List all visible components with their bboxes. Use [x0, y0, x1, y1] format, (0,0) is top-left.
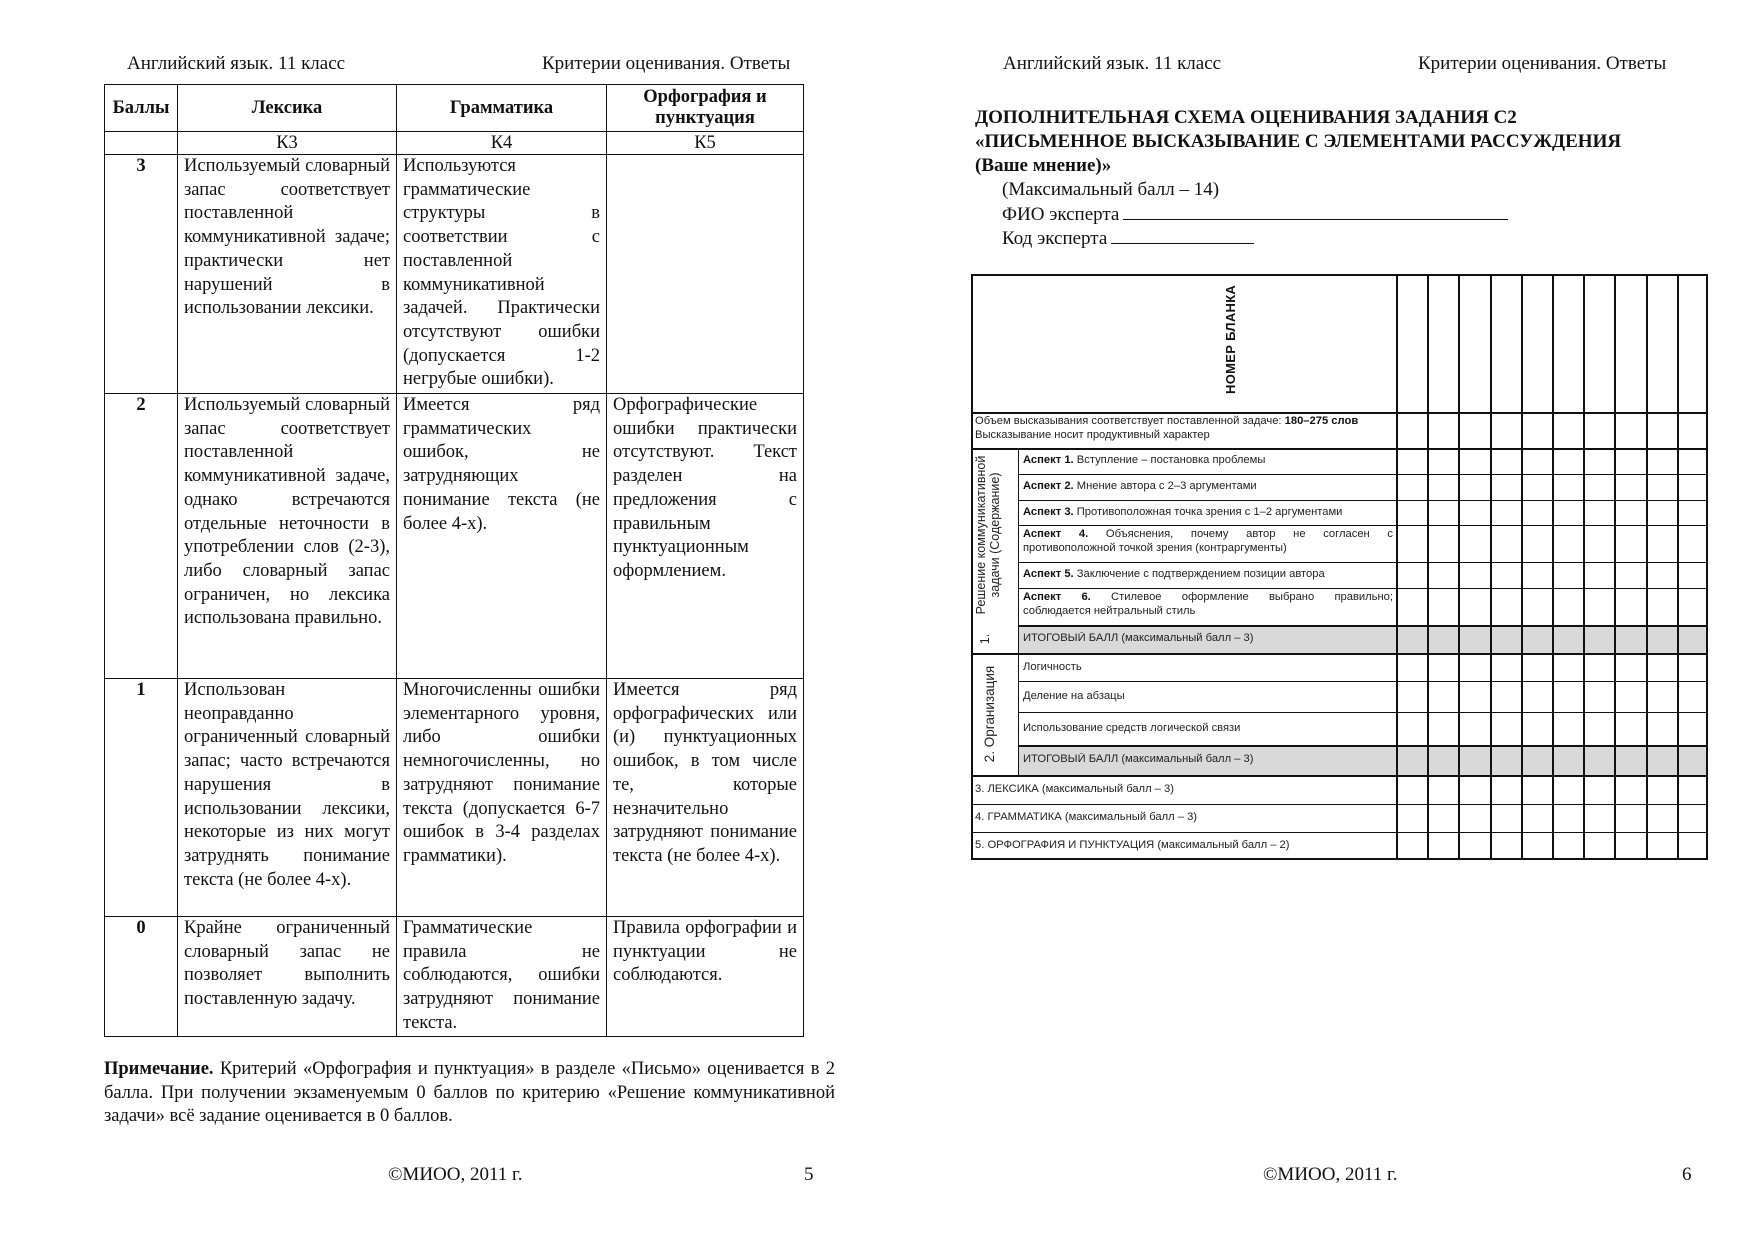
score-cell[interactable]	[1490, 681, 1521, 712]
score-cell[interactable]	[1396, 562, 1427, 588]
aspect-label: Аспект 6.	[1023, 591, 1091, 603]
score-cell[interactable]	[1490, 500, 1521, 525]
aspect-text: Мнение автора с 2–3 аргументами	[1073, 480, 1257, 492]
score-cell[interactable]	[1427, 804, 1458, 832]
criteria-code-row	[105, 132, 804, 155]
note-text: Критерий «Орфография и пунктуация» в разделе «Письмо» оценивается в 2 балла. При получении экзаменуемым 0 баллов по критерию «Решение коммуникативной задачи» всё задание оценивается в 0 баллов.	[104, 1059, 835, 1126]
criteria-table	[104, 84, 804, 1037]
score-cell[interactable]	[1552, 474, 1583, 500]
score-cell[interactable]	[1521, 500, 1552, 525]
blank-number-cell[interactable]	[1552, 274, 1583, 412]
organization-item: Деление на абзацы	[1023, 690, 1125, 702]
score-cell[interactable]	[1677, 681, 1708, 712]
score-cell[interactable]	[1458, 474, 1489, 500]
score-cell[interactable]	[1521, 625, 1552, 653]
blank-number-cell[interactable]	[1396, 274, 1427, 412]
column-header-grammar: Грамматика	[397, 85, 607, 132]
code-cell: К4	[397, 132, 607, 155]
score-cell[interactable]	[1552, 588, 1583, 625]
score-cell[interactable]	[1490, 562, 1521, 588]
spelling-cell: Правила орфографии и пунктуации не соблюдаются.	[607, 917, 804, 1037]
total-score-row-content: ИТОГОВЫЙ БАЛЛ (максимальный балл – 3)	[1023, 632, 1254, 644]
score-cell[interactable]	[1677, 653, 1708, 681]
grammar-cell: Используются грамматические структуры в соответствии с поставленной коммуникативной задачей. Практически отсутствуют ошибки (допускается 1-2 негрубые ошибки).	[397, 155, 607, 394]
score-cell[interactable]	[1552, 775, 1583, 804]
score-cell[interactable]	[1646, 412, 1677, 448]
page-header-section: Критерии оценивания. Ответы	[542, 53, 791, 74]
page-header-subject: Английский язык. 11 класс	[127, 53, 346, 74]
score-cell[interactable]	[1490, 625, 1521, 653]
page-header-subject: Английский язык. 11 класс	[1003, 53, 1222, 74]
score-cell[interactable]	[1552, 562, 1583, 588]
section2-label: 2. Организация	[982, 665, 997, 763]
aspect-row	[1023, 528, 1393, 555]
score-cell[interactable]	[1396, 448, 1427, 474]
organization-item: Логичность	[1023, 661, 1082, 673]
score-cell[interactable]	[1552, 525, 1583, 562]
score-cell[interactable]	[1490, 745, 1521, 775]
organization-item: Использование средств логической связи	[1023, 722, 1241, 734]
score-cell[interactable]	[1646, 500, 1677, 525]
score-cell[interactable]	[1427, 832, 1458, 860]
score-cell[interactable]	[1427, 653, 1458, 681]
aspect-row	[1023, 480, 1393, 494]
expert-code-row	[1002, 227, 1254, 250]
score-cell[interactable]	[1552, 832, 1583, 860]
score-cell[interactable]	[1396, 474, 1427, 500]
spelling-cell: Орфографические ошибки практически отсутствуют. Текст разделен на предложения с правильным пунктуационным оформлением.	[607, 394, 804, 679]
score-cell[interactable]	[1646, 562, 1677, 588]
score-cell[interactable]	[1458, 562, 1489, 588]
section1-label-line1: Решение коммуникативной	[974, 455, 988, 615]
scheme-title-line1: ДОПОЛНИТЕЛЬНАЯ СХЕМА ОЦЕНИВАНИЯ ЗАДАНИЯ С2	[975, 107, 1517, 128]
score-cell[interactable]	[1552, 745, 1583, 775]
score-cell[interactable]	[1521, 653, 1552, 681]
score-cell[interactable]	[1396, 745, 1427, 775]
score-cell[interactable]	[1583, 525, 1614, 562]
score-cell[interactable]	[1646, 681, 1677, 712]
score-cell[interactable]	[1552, 653, 1583, 681]
aspect-text-continued: противоположной точкой зрения (контраргументы)	[1023, 541, 1287, 554]
aspect-text-continued: соблюдается нейтральный стиль	[1023, 604, 1196, 617]
table-row	[105, 679, 804, 917]
score-cell[interactable]	[1458, 500, 1489, 525]
score-cell[interactable]	[1614, 804, 1645, 832]
score-cell[interactable]	[1552, 500, 1583, 525]
expert-name-row	[1002, 203, 1508, 226]
score-cell[interactable]	[1458, 832, 1489, 860]
score-cell[interactable]	[1677, 588, 1708, 625]
score-cell[interactable]	[1614, 448, 1645, 474]
score-cell[interactable]	[1552, 712, 1583, 745]
score-cell[interactable]	[1458, 745, 1489, 775]
blank-number-cell[interactable]	[1646, 274, 1677, 412]
score-cell[interactable]	[1646, 474, 1677, 500]
table-row	[105, 394, 804, 679]
lexis-cell: Используемый словарный запас соответствует поставленной коммуникативной задаче; практически нет нарушений в использовании лексики.	[178, 155, 397, 394]
score-cell[interactable]	[1677, 448, 1708, 474]
score-cell[interactable]	[1458, 804, 1489, 832]
score-cell[interactable]	[1458, 588, 1489, 625]
score-cell[interactable]	[1646, 625, 1677, 653]
score-cell[interactable]	[1490, 474, 1521, 500]
note-paragraph	[104, 1058, 835, 1129]
score-cell[interactable]	[1646, 804, 1677, 832]
blank-number-cell[interactable]	[1490, 274, 1521, 412]
score-cell[interactable]	[1458, 412, 1489, 448]
page-header-section: Критерии оценивания. Ответы	[1418, 53, 1667, 74]
score-cell[interactable]	[1396, 653, 1427, 681]
spelling-cell: Имеется ряд орфографических или (и) пунктуационных ошибок, в том числе те, которые незначительно затрудняют понимание текста (не более 4-х).	[607, 679, 804, 917]
score-cell[interactable]	[1677, 804, 1708, 832]
score-cell[interactable]	[1427, 448, 1458, 474]
score-cell[interactable]	[1614, 775, 1645, 804]
score-cell[interactable]	[1614, 588, 1645, 625]
volume-text: Объем высказывания соответствует поставленной задаче:	[975, 415, 1285, 427]
section1-label	[974, 450, 1002, 620]
score-cell[interactable]	[1646, 588, 1677, 625]
code-cell	[105, 132, 178, 155]
score-cell[interactable]	[1614, 653, 1645, 681]
expert-name-label: ФИО эксперта	[1002, 204, 1120, 225]
score-cell[interactable]	[1458, 525, 1489, 562]
score-cell[interactable]	[1677, 562, 1708, 588]
aspect-text: Противоположная точка зрения с 1–2 аргументами	[1073, 506, 1343, 518]
score-cell[interactable]	[1490, 448, 1521, 474]
expert-code-field[interactable]	[1111, 227, 1254, 244]
score-cell[interactable]	[1396, 500, 1427, 525]
score-cell[interactable]	[1427, 474, 1458, 500]
score-cell[interactable]	[1583, 775, 1614, 804]
footer-copyright: ©МИОО, 2011 г.	[1263, 1164, 1398, 1185]
productive-text: Высказывание носит продуктивный характер	[975, 428, 1210, 441]
page-number: 5	[804, 1164, 814, 1185]
aspect-label: Аспект 4.	[1023, 528, 1089, 540]
score-cell[interactable]	[1521, 681, 1552, 712]
score-cell[interactable]	[1396, 625, 1427, 653]
footer-copyright: ©МИОО, 2011 г.	[388, 1164, 523, 1185]
score-cell[interactable]	[1614, 500, 1645, 525]
score-cell[interactable]	[1521, 562, 1552, 588]
blank-number-text: НОМЕР БЛАНКА	[1223, 284, 1238, 394]
section1-number: 1.	[978, 633, 992, 645]
score-cell[interactable]	[1521, 745, 1552, 775]
grammar-cell: Многочисленны ошибки элементарного уровня, либо ошибки немногочисленны, но затрудняют понимание текста (допускается 6-7 ошибок в 3-4 разделах грамматики).	[397, 679, 607, 917]
score-cell[interactable]	[1552, 448, 1583, 474]
score-cell[interactable]	[1677, 474, 1708, 500]
aspect-row	[1023, 454, 1393, 468]
score-cell: 0	[105, 917, 178, 1037]
score-cell[interactable]	[1677, 712, 1708, 745]
score-cell[interactable]	[1614, 474, 1645, 500]
score-cell[interactable]	[1677, 832, 1708, 860]
aspect-text: Объяснения, почему автор не согласен с	[1088, 528, 1393, 540]
score-cell[interactable]	[1583, 804, 1614, 832]
aspect-text: Вступление – постановка проблемы	[1073, 454, 1266, 466]
score-cell[interactable]	[1646, 448, 1677, 474]
section1-label-line2: задачи (Содержание)	[988, 472, 1002, 598]
score-cell[interactable]	[1646, 745, 1677, 775]
column-header-spelling: Орфография и пунктуация	[607, 85, 804, 132]
score-cell[interactable]	[1583, 745, 1614, 775]
score-cell[interactable]	[1490, 653, 1521, 681]
volume-word-count: 180–275 слов	[1284, 415, 1359, 427]
blank-number-cell[interactable]	[1427, 274, 1458, 412]
code-cell: К3	[178, 132, 397, 155]
score-cell[interactable]	[1427, 525, 1458, 562]
score-cell[interactable]	[1458, 712, 1489, 745]
aspect-label: Аспект 3.	[1023, 506, 1074, 518]
score-cell[interactable]	[1583, 712, 1614, 745]
score-cell[interactable]	[1458, 775, 1489, 804]
score-cell[interactable]	[1396, 412, 1427, 448]
score-cell[interactable]	[1521, 832, 1552, 860]
score-cell[interactable]	[1458, 653, 1489, 681]
score-cell[interactable]	[1396, 832, 1427, 860]
scheme-title-line3: (Ваше мнение)»	[975, 155, 1112, 176]
code-cell: К5	[607, 132, 804, 155]
score-cell[interactable]	[1677, 775, 1708, 804]
score-cell[interactable]	[1521, 775, 1552, 804]
table-row	[105, 155, 804, 394]
score-cell[interactable]	[1583, 681, 1614, 712]
score-cell[interactable]	[1583, 474, 1614, 500]
max-score-text: (Максимальный балл – 14)	[1002, 179, 1220, 200]
score-cell[interactable]	[1427, 745, 1458, 775]
score-cell[interactable]	[1427, 500, 1458, 525]
score-cell[interactable]	[1583, 653, 1614, 681]
blank-number-cell[interactable]	[1614, 274, 1645, 412]
score-cell[interactable]	[1458, 625, 1489, 653]
score-cell[interactable]	[1427, 588, 1458, 625]
score-cell[interactable]	[1427, 412, 1458, 448]
score-cell[interactable]	[1677, 500, 1708, 525]
score-cell[interactable]	[1521, 525, 1552, 562]
score-cell[interactable]	[1521, 412, 1552, 448]
column-header-score: Баллы	[105, 85, 178, 132]
score-cell[interactable]	[1677, 625, 1708, 653]
score-cell[interactable]	[1583, 448, 1614, 474]
score-cell[interactable]	[1552, 412, 1583, 448]
score-cell[interactable]	[1614, 681, 1645, 712]
blank-number-cell[interactable]	[1521, 274, 1552, 412]
note-label: Примечание.	[104, 1059, 214, 1079]
lexis-cell: Использован неоправданно ограниченный словарный запас; часто встречаются нарушения в использовании лексики, некоторые из них могут затруднять понимание текста (не более 4-х).	[178, 679, 397, 917]
score-cell[interactable]	[1396, 588, 1427, 625]
score-cell: 3	[105, 155, 178, 394]
score-cell[interactable]	[1646, 525, 1677, 562]
lexis-cell: Крайне ограниченный словарный запас не позволяет выполнить поставленную задачу.	[178, 917, 397, 1037]
aspect-row	[1023, 591, 1393, 618]
score-cell[interactable]	[1521, 588, 1552, 625]
aspect-text: Стилевое оформление выбрано правильно;	[1090, 591, 1393, 603]
score-cell[interactable]	[1490, 775, 1521, 804]
grammar-cell: Имеется ряд грамматических ошибок, не затрудняющих понимание текста (не более 4-х).	[397, 394, 607, 679]
score-cell[interactable]	[1614, 712, 1645, 745]
score-cell[interactable]	[1490, 525, 1521, 562]
score-cell[interactable]	[1677, 745, 1708, 775]
score-cell[interactable]	[1614, 525, 1645, 562]
score-cell[interactable]	[1458, 681, 1489, 712]
scoring-grid	[971, 274, 1708, 860]
aspect-label: Аспект 2.	[1023, 480, 1074, 492]
total-score-row-organization: ИТОГОВЫЙ БАЛЛ (максимальный балл – 3)	[1023, 753, 1254, 765]
aspect-label: Аспект 1.	[1023, 454, 1074, 466]
score-cell[interactable]	[1583, 588, 1614, 625]
aspect-text: Заключение с подтверждением позиции автора	[1073, 568, 1325, 580]
score-cell[interactable]	[1521, 712, 1552, 745]
blank-number-cell[interactable]	[1677, 274, 1708, 412]
score-cell[interactable]	[1614, 745, 1645, 775]
grammar-cell: Грамматические правила не соблюдаются, ошибки затрудняют понимание текста.	[397, 917, 607, 1037]
aspect-row	[1023, 506, 1393, 520]
grammar-row: 4. ГРАММАТИКА (максимальный балл – 3)	[975, 811, 1198, 823]
score-cell[interactable]	[1552, 625, 1583, 653]
scheme-title-line2: «ПИСЬМЕННОЕ ВЫСКАЗЫВАНИЕ С ЭЛЕМЕНТАМИ РАССУЖДЕНИЯ	[975, 131, 1622, 152]
expert-code-label: Код эксперта	[1002, 228, 1108, 249]
score-cell[interactable]	[1614, 625, 1645, 653]
score-cell[interactable]	[1583, 625, 1614, 653]
aspect-row	[1023, 568, 1393, 582]
column-header-lexis: Лексика	[178, 85, 397, 132]
score-cell: 1	[105, 679, 178, 917]
score-cell[interactable]	[1614, 832, 1645, 860]
score-cell[interactable]	[1552, 804, 1583, 832]
criteria-header-row	[105, 85, 804, 132]
score-cell[interactable]	[1427, 625, 1458, 653]
blank-number-label	[1223, 285, 1238, 394]
expert-name-field[interactable]	[1123, 203, 1508, 220]
score-cell[interactable]	[1583, 500, 1614, 525]
score-cell[interactable]	[1396, 681, 1427, 712]
score-cell[interactable]	[1521, 448, 1552, 474]
score-cell[interactable]	[1490, 712, 1521, 745]
score-cell[interactable]	[1614, 412, 1645, 448]
score-cell[interactable]	[1396, 525, 1427, 562]
score-cell[interactable]	[1396, 775, 1427, 804]
lexis-row: 3. ЛЕКСИКА (максимальный балл – 3)	[975, 783, 1175, 795]
blank-number-cell[interactable]	[1458, 274, 1489, 412]
score-cell[interactable]	[1646, 653, 1677, 681]
spelling-row: 5. ОРФОГРАФИЯ И ПУНКТУАЦИЯ (максимальный балл – 2)	[975, 839, 1290, 851]
score-cell[interactable]	[1427, 712, 1458, 745]
score-cell[interactable]	[1427, 681, 1458, 712]
score-cell[interactable]	[1646, 832, 1677, 860]
column-divider	[1018, 448, 1019, 775]
score-cell[interactable]	[1646, 775, 1677, 804]
score-cell[interactable]	[1490, 832, 1521, 860]
blank-number-cell[interactable]	[1583, 274, 1614, 412]
volume-criterion	[975, 415, 1395, 442]
score-cell[interactable]	[1427, 562, 1458, 588]
score-cell[interactable]	[1396, 804, 1427, 832]
score-cell[interactable]	[1646, 712, 1677, 745]
score-cell[interactable]	[1427, 775, 1458, 804]
score-cell[interactable]	[1458, 448, 1489, 474]
spelling-cell	[607, 155, 804, 394]
score-cell[interactable]	[1521, 804, 1552, 832]
score-cell[interactable]	[1583, 562, 1614, 588]
lexis-cell: Используемый словарный запас соответствует поставленной коммуникативной задаче, однако встречаются отдельные неточности в употреблении слов (2-3), либо словарный запас ограничен, но лексика использована правильно.	[178, 394, 397, 679]
score-cell[interactable]	[1677, 525, 1708, 562]
score-cell[interactable]	[1583, 832, 1614, 860]
score-cell[interactable]	[1521, 474, 1552, 500]
page-number: 6	[1682, 1164, 1692, 1185]
score-cell[interactable]	[1490, 412, 1521, 448]
aspect-label: Аспект 5.	[1023, 568, 1074, 580]
score-cell[interactable]	[1614, 562, 1645, 588]
table-row	[105, 917, 804, 1037]
score-cell[interactable]	[1490, 588, 1521, 625]
score-cell: 2	[105, 394, 178, 679]
score-cell[interactable]	[1396, 712, 1427, 745]
score-cell[interactable]	[1677, 412, 1708, 448]
score-cell[interactable]	[1552, 681, 1583, 712]
score-cell[interactable]	[1583, 412, 1614, 448]
score-cell[interactable]	[1490, 804, 1521, 832]
